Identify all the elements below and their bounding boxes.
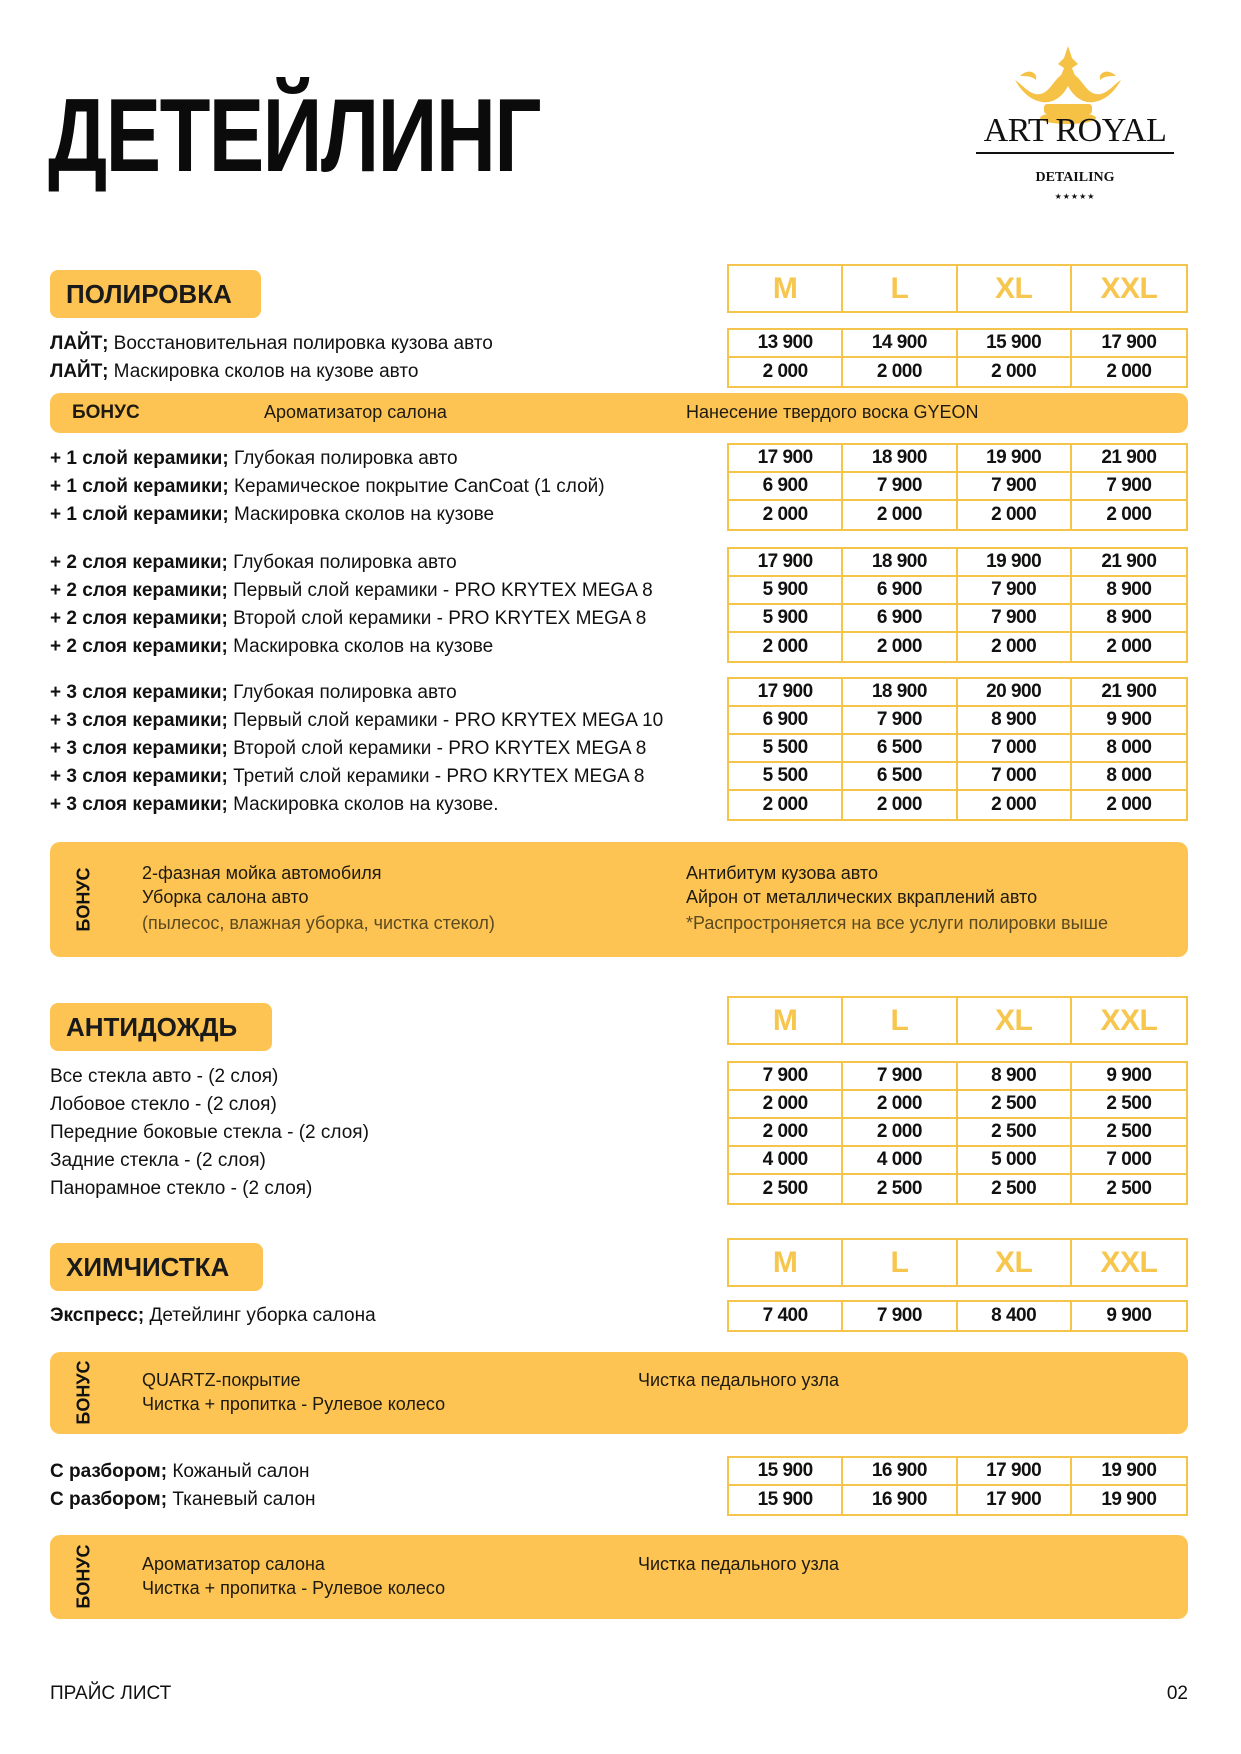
size-header-cell: M — [729, 998, 843, 1043]
art-royal-logo — [960, 44, 1190, 209]
price-cell: 7 900 — [843, 473, 957, 501]
page-number: 02 — [1166, 1683, 1188, 1704]
service-category: + 1 слой керамики; — [50, 448, 229, 469]
service-category: ЛАЙТ; — [50, 333, 109, 354]
price-cell: 5 500 — [729, 763, 843, 791]
price-cell: 2 500 — [1072, 1091, 1186, 1119]
size-header-cell: XL — [958, 1240, 1072, 1285]
price-cell: 7 900 — [729, 1063, 843, 1091]
price-cell: 2 000 — [843, 1091, 957, 1119]
footer-label: ПРАЙС ЛИСТ — [50, 1683, 172, 1704]
service-category: С разбором; — [50, 1461, 168, 1482]
price-cell: 6 900 — [729, 473, 843, 501]
service-name: Все стекла авто - (2 слоя) — [50, 1066, 279, 1087]
service-row — [50, 791, 499, 819]
price-cell: 8 000 — [1072, 735, 1186, 763]
price-cell: 9 900 — [1072, 1063, 1186, 1091]
price-cell: 15 900 — [729, 1486, 843, 1514]
service-name: Восстановительная полировка кузова авто — [108, 333, 493, 354]
price-cell: 18 900 — [843, 679, 957, 707]
price-cell: 2 000 — [729, 501, 843, 529]
price-cell: 8 900 — [958, 707, 1072, 735]
price-cell: 16 900 — [843, 1486, 957, 1514]
bonus-item: Нанесение твердого воска GYEON — [686, 402, 979, 422]
price-cell: 4 000 — [729, 1147, 843, 1175]
size-header-cell: L — [843, 1240, 957, 1285]
service-row — [50, 1063, 278, 1091]
bonus-item: Чистка педального узла — [638, 1370, 840, 1390]
service-row — [50, 1147, 266, 1175]
price-table — [727, 1300, 1188, 1332]
service-name: Маскировка сколов на кузове — [227, 636, 494, 657]
service-category: + 3 слоя керамики; — [50, 682, 228, 703]
size-header-table — [727, 264, 1188, 313]
service-name: Глубокая полировка авто — [228, 448, 458, 469]
bonus-item: Уборка салона авто — [142, 887, 309, 907]
price-cell: 19 900 — [1101, 1489, 1157, 1510]
price-cell: 8 900 — [958, 1063, 1072, 1091]
service-name: Кожаный салон — [167, 1461, 310, 1482]
service-row — [50, 707, 663, 735]
price-cell: 2 000 — [958, 633, 1072, 661]
service-row — [50, 549, 457, 577]
service-name: Первый слой керамики - PRO KRYTEX MEGA 8 — [227, 580, 653, 601]
price-cell: 18 900 — [843, 445, 957, 473]
service-category: + 2 слоя керамики; — [50, 608, 228, 629]
bonus-box — [50, 1352, 1188, 1434]
price-cell: 2 500 — [1072, 1119, 1186, 1147]
service-name: Передние боковые стекла - (2 слоя) — [50, 1122, 369, 1143]
price-cell: 21 900 — [1072, 445, 1186, 473]
price-cell: 2 000 — [843, 791, 957, 819]
service-category: + 3 слоя керамики; — [50, 766, 228, 787]
service-category: + 2 слоя керамики; — [50, 636, 228, 657]
bonus-label-vertical: БОНУС — [73, 866, 94, 932]
service-name: Тканевый салон — [167, 1489, 316, 1510]
service-category: + 1 слой керамики; — [50, 476, 229, 497]
service-name: Керамическое покрытие CanCoat (1 слой) — [228, 476, 605, 497]
service-name: Панорамное стекло - (2 слоя) — [50, 1178, 313, 1199]
price-cell: 2 000 — [1106, 794, 1152, 815]
price-cell: 6 900 — [843, 605, 957, 633]
price-cell: 2 000 — [958, 501, 1072, 529]
price-cell: 17 900 — [958, 1486, 1072, 1514]
price-cell: 2 500 — [958, 1175, 1072, 1203]
service-row — [50, 473, 605, 501]
price-cell: 9 900 — [1072, 707, 1186, 735]
service-row — [50, 358, 418, 386]
price-cell: 17 900 — [729, 445, 843, 473]
service-name: Глубокая полировка авто — [227, 552, 457, 573]
service-name: Задние стекла - (2 слоя) — [50, 1150, 266, 1171]
bonus-label-vertical: БОНУС — [73, 1544, 94, 1609]
service-row — [50, 679, 457, 707]
price-cell: 7 900 — [1072, 473, 1186, 501]
size-header-cell: XL — [958, 998, 1072, 1043]
price-cell: 7 900 — [958, 473, 1072, 501]
price-cell: 8 000 — [1072, 763, 1186, 791]
price-table — [727, 547, 1188, 663]
price-cell: 8 400 — [958, 1302, 1072, 1330]
service-name: Лобовое стекло - (2 слоя) — [50, 1094, 277, 1115]
section-tag: АНТИДОЖДЬ — [50, 1003, 272, 1051]
price-cell: 2 000 — [843, 501, 957, 529]
price-cell: 8 900 — [1072, 605, 1186, 633]
service-row — [50, 1091, 277, 1119]
service-name: Первый слой керамики - PRO KRYTEX MEGA 10 — [227, 710, 664, 731]
price-cell: 6 900 — [729, 707, 843, 735]
price-cell: 7 900 — [843, 1302, 957, 1330]
service-category: + 1 слой керамики; — [50, 504, 229, 525]
price-cell: 2 000 — [729, 633, 843, 661]
service-row — [50, 577, 653, 605]
price-table — [727, 1456, 1188, 1516]
logo-underline — [976, 152, 1174, 154]
price-cell: 8 900 — [1072, 577, 1186, 605]
bonus-item: (пылесос, влажная уборка, чистка стекол) — [142, 913, 495, 933]
price-cell: 2 000 — [843, 1119, 957, 1147]
price-cell: 7 900 — [958, 605, 1072, 633]
service-name: Маскировка сколов на кузове — [228, 504, 495, 525]
service-row — [50, 1486, 316, 1514]
size-header-cell: L — [843, 266, 957, 311]
section-tag: ХИМЧИСТКА — [50, 1243, 263, 1291]
price-cell: 7 000 — [958, 763, 1072, 791]
price-cell: 17 900 — [729, 549, 843, 577]
service-category: + 2 слоя керамики; — [50, 580, 228, 601]
price-cell: 7 900 — [958, 577, 1072, 605]
service-name: Детейлинг уборка салона — [144, 1305, 376, 1326]
price-cell: 19 900 — [958, 445, 1072, 473]
price-cell: 5 900 — [729, 577, 843, 605]
service-row — [50, 1119, 369, 1147]
price-cell: 19 900 — [1072, 1458, 1186, 1486]
price-cell: 2 500 — [729, 1175, 843, 1203]
bonus-item: QUARTZ-покрытие — [142, 1370, 301, 1390]
price-cell: 6 500 — [843, 763, 957, 791]
service-row — [50, 735, 646, 763]
service-row — [50, 605, 646, 633]
bonus-item: Ароматизатор салона — [142, 1554, 325, 1574]
service-category: + 3 слоя керамики; — [50, 710, 228, 731]
price-cell: 16 900 — [843, 1458, 957, 1486]
price-cell: 4 000 — [843, 1147, 957, 1175]
price-cell: 7 900 — [843, 1063, 957, 1091]
price-cell: 2 500 — [843, 1175, 957, 1203]
bonus-label: БОНУС — [72, 402, 140, 423]
price-cell: 7 000 — [1072, 1147, 1186, 1175]
price-cell: 21 900 — [1072, 549, 1186, 577]
price-cell: 2 000 — [1106, 361, 1152, 382]
service-category: С разбором; — [50, 1489, 168, 1510]
price-cell: 7 900 — [843, 707, 957, 735]
price-cell: 17 900 — [1072, 330, 1186, 358]
price-cell: 13 900 — [729, 330, 843, 358]
service-category: + 3 слоя керамики; — [50, 794, 228, 815]
price-table — [727, 1061, 1188, 1205]
service-category: + 2 слоя керамики; — [50, 552, 228, 573]
bonus-label-vertical: БОНУС — [73, 1360, 94, 1425]
price-cell: 2 500 — [958, 1091, 1072, 1119]
bonus-item: *Распростроняется на все услуги полировки выше — [686, 913, 1108, 933]
bonus-item: Чистка педального узла — [638, 1554, 840, 1574]
price-table — [727, 328, 1188, 388]
size-header-cell: L — [843, 998, 957, 1043]
price-cell: 5 000 — [958, 1147, 1072, 1175]
price-cell: 6 900 — [843, 577, 957, 605]
size-header-cell: M — [729, 1240, 843, 1285]
service-row — [50, 633, 493, 661]
price-cell: 17 900 — [729, 679, 843, 707]
price-cell: 15 900 — [729, 1458, 843, 1486]
price-cell: 20 900 — [958, 679, 1072, 707]
service-name: Второй слой керамики - PRO KRYTEX MEGA 8 — [227, 608, 647, 629]
price-cell: 2 000 — [958, 358, 1072, 386]
service-row — [50, 1302, 376, 1330]
service-row — [50, 1458, 310, 1486]
service-name: Маскировка сколов на кузове. — [227, 794, 499, 815]
service-row — [50, 763, 644, 791]
service-row — [50, 501, 494, 529]
page-title: ДЕТЕЙЛИНГ — [48, 78, 540, 194]
size-header-cell: XXL — [1100, 1245, 1158, 1279]
bonus-item: Чистка + пропитка - Рулевое колесо — [142, 1394, 446, 1414]
price-cell: 2 000 — [1106, 504, 1152, 525]
service-row — [50, 445, 458, 473]
price-cell: 2 000 — [843, 358, 957, 386]
price-cell: 2 000 — [729, 1091, 843, 1119]
size-header-cell: M — [729, 266, 843, 311]
size-header-table — [727, 1238, 1188, 1287]
price-cell: 7 400 — [729, 1302, 843, 1330]
service-category: ЛАЙТ; — [50, 361, 109, 382]
bonus-box — [50, 1535, 1188, 1619]
price-cell: 9 900 — [1106, 1305, 1152, 1326]
price-cell: 17 900 — [958, 1458, 1072, 1486]
service-row — [50, 330, 493, 358]
price-cell: 19 900 — [958, 549, 1072, 577]
section-tag: ПОЛИРОВКА — [50, 270, 261, 318]
service-name: Третий слой керамики - PRO KRYTEX MEGA 8 — [227, 766, 645, 787]
bonus-bar — [50, 393, 1188, 433]
bonus-item: Айрон от металлических вкраплений авто — [686, 887, 1038, 907]
price-cell: 18 900 — [843, 549, 957, 577]
price-cell: 2 000 — [1106, 636, 1152, 657]
logo-stars: ★★★★★ — [1054, 192, 1096, 201]
price-cell: 2 000 — [843, 633, 957, 661]
price-cell: 2 500 — [1106, 1178, 1152, 1199]
bonus-item: 2-фазная мойка автомобиля — [142, 863, 382, 883]
bonus-item: Ароматизатор салона — [264, 402, 447, 422]
price-table — [727, 443, 1188, 531]
price-cell: 5 500 — [729, 735, 843, 763]
price-cell: 6 500 — [843, 735, 957, 763]
price-cell: 21 900 — [1072, 679, 1186, 707]
price-table — [727, 677, 1188, 821]
size-header-cell: XXL — [1100, 271, 1158, 305]
size-header-table — [727, 996, 1188, 1045]
price-cell: 2 000 — [729, 1119, 843, 1147]
service-category: + 3 слоя керамики; — [50, 738, 228, 759]
price-cell: 7 000 — [958, 735, 1072, 763]
service-name: Глубокая полировка авто — [227, 682, 457, 703]
price-cell: 2 000 — [729, 358, 843, 386]
service-name: Второй слой керамики - PRO KRYTEX MEGA 8 — [227, 738, 647, 759]
bonus-item: Чистка + пропитка - Рулевое колесо — [142, 1578, 446, 1598]
logo-sub: DETAILING — [1035, 170, 1115, 185]
bonus-item: Антибитум кузова авто — [686, 863, 878, 883]
service-name: Маскировка сколов на кузове авто — [108, 361, 419, 382]
price-cell: 2 000 — [729, 791, 843, 819]
logo-brand: ART ROYAL — [983, 112, 1167, 149]
service-category: Экспресс; — [50, 1305, 145, 1326]
price-cell: 15 900 — [958, 330, 1072, 358]
service-row — [50, 1175, 312, 1203]
price-cell: 14 900 — [843, 330, 957, 358]
price-cell: 5 900 — [729, 605, 843, 633]
size-header-cell: XXL — [1100, 1003, 1158, 1037]
size-header-cell: XL — [958, 266, 1072, 311]
price-cell: 2 500 — [958, 1119, 1072, 1147]
price-cell: 2 000 — [958, 791, 1072, 819]
